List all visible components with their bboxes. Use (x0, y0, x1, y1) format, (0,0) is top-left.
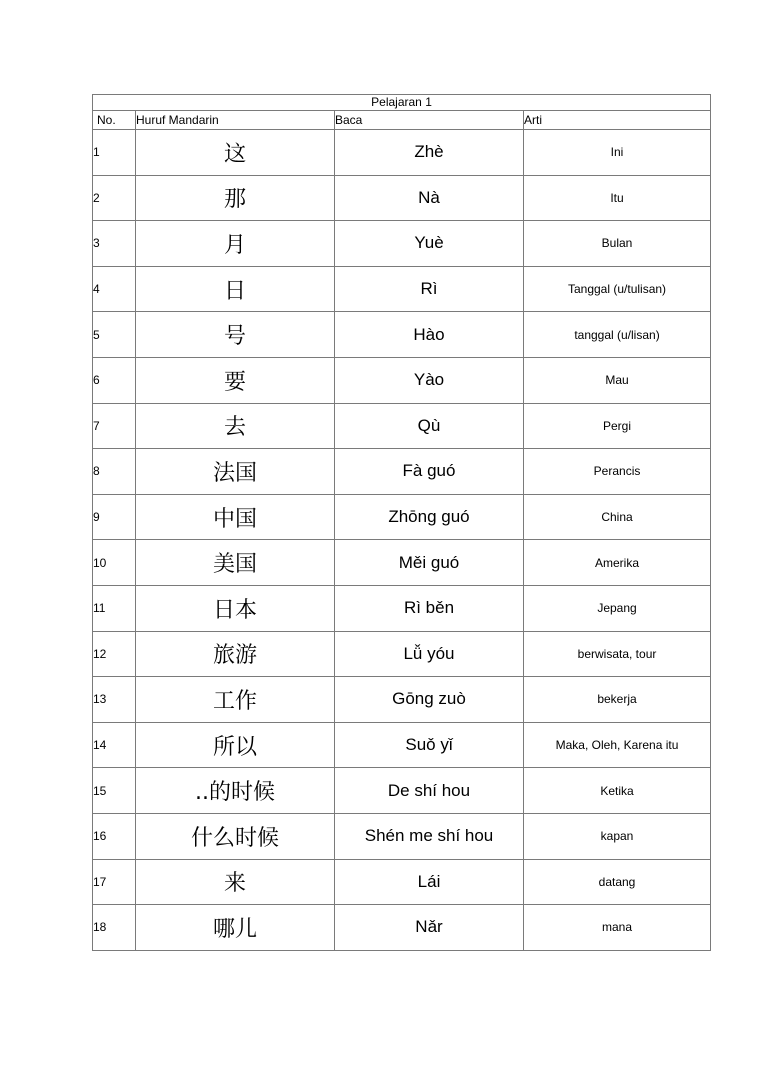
row-number: 7 (93, 403, 136, 449)
pinyin-cell: Suǒ yǐ (335, 722, 524, 768)
row-number: 2 (93, 175, 136, 221)
meaning-cell: Perancis (524, 449, 711, 495)
meaning-cell: berwisata, tour (524, 631, 711, 677)
hanzi-cell: 号 (136, 312, 335, 358)
table-row (93, 859, 711, 905)
row-number: 9 (93, 494, 136, 540)
meaning-cell: Amerika (524, 540, 711, 586)
row-number: 8 (93, 449, 136, 495)
row-number: 10 (93, 540, 136, 586)
pinyin-cell: Yào (335, 357, 524, 403)
row-number: 6 (93, 357, 136, 403)
table-row (93, 677, 711, 723)
hanzi-cell: 哪儿 (136, 905, 335, 951)
table-row (93, 768, 711, 814)
meaning-cell: Ketika (524, 768, 711, 814)
table-header-row (93, 111, 711, 130)
meaning-cell: China (524, 494, 711, 540)
table-row (93, 312, 711, 358)
row-number: 14 (93, 722, 136, 768)
hanzi-cell: ..的时候 (136, 768, 335, 814)
hanzi-cell: 旅游 (136, 631, 335, 677)
lesson-title: Pelajaran 1 (93, 95, 711, 111)
meaning-cell: Jepang (524, 585, 711, 631)
row-number: 11 (93, 585, 136, 631)
table-row (93, 403, 711, 449)
table-title-row (93, 95, 711, 111)
header-meaning: Arti (524, 111, 711, 130)
hanzi-cell: 美国 (136, 540, 335, 586)
meaning-cell: Maka, Oleh, Karena itu (524, 722, 711, 768)
table-row (93, 813, 711, 859)
pinyin-cell: Zhōng guó (335, 494, 524, 540)
meaning-cell: Itu (524, 175, 711, 221)
pinyin-cell: Zhè (335, 130, 524, 176)
hanzi-cell: 去 (136, 403, 335, 449)
hanzi-cell: 这 (136, 130, 335, 176)
row-number: 18 (93, 905, 136, 951)
meaning-cell: tanggal (u/lisan) (524, 312, 711, 358)
pinyin-cell: Fà guó (335, 449, 524, 495)
meaning-cell: datang (524, 859, 711, 905)
header-no: No. (93, 111, 136, 130)
table-row (93, 175, 711, 221)
table-row (93, 905, 711, 951)
table-row (93, 266, 711, 312)
row-number: 17 (93, 859, 136, 905)
table-row (93, 494, 711, 540)
row-number: 1 (93, 130, 136, 176)
pinyin-cell: Shén me shí hou (335, 813, 524, 859)
table-row (93, 631, 711, 677)
table-row (93, 130, 711, 176)
pinyin-cell: Hào (335, 312, 524, 358)
hanzi-cell: 日本 (136, 585, 335, 631)
table-row (93, 722, 711, 768)
vocabulary-table (92, 94, 711, 951)
header-pinyin: Baca (335, 111, 524, 130)
meaning-cell: mana (524, 905, 711, 951)
row-number: 16 (93, 813, 136, 859)
pinyin-cell: Měi guó (335, 540, 524, 586)
meaning-cell: kapan (524, 813, 711, 859)
hanzi-cell: 要 (136, 357, 335, 403)
hanzi-cell: 月 (136, 221, 335, 267)
table-row (93, 449, 711, 495)
pinyin-cell: Rì (335, 266, 524, 312)
pinyin-cell: Yuè (335, 221, 524, 267)
row-number: 5 (93, 312, 136, 358)
hanzi-cell: 日 (136, 266, 335, 312)
meaning-cell: Ini (524, 130, 711, 176)
pinyin-cell: Qù (335, 403, 524, 449)
meaning-cell: Bulan (524, 221, 711, 267)
hanzi-cell: 工作 (136, 677, 335, 723)
row-number: 15 (93, 768, 136, 814)
pinyin-cell: Gōng zuò (335, 677, 524, 723)
meaning-cell: Mau (524, 357, 711, 403)
pinyin-cell: Lǚ yóu (335, 631, 524, 677)
meaning-cell: bekerja (524, 677, 711, 723)
hanzi-cell: 所以 (136, 722, 335, 768)
hanzi-cell: 来 (136, 859, 335, 905)
meaning-cell: Pergi (524, 403, 711, 449)
hanzi-cell: 什么时候 (136, 813, 335, 859)
row-number: 3 (93, 221, 136, 267)
pinyin-cell: Rì běn (335, 585, 524, 631)
table-row (93, 585, 711, 631)
hanzi-cell: 中国 (136, 494, 335, 540)
pinyin-cell: Nǎr (335, 905, 524, 951)
hanzi-cell: 法国 (136, 449, 335, 495)
pinyin-cell: Lái (335, 859, 524, 905)
hanzi-cell: 那 (136, 175, 335, 221)
row-number: 12 (93, 631, 136, 677)
header-hanzi: Huruf Mandarin (136, 111, 335, 130)
row-number: 13 (93, 677, 136, 723)
pinyin-cell: De shí hou (335, 768, 524, 814)
pinyin-cell: Nà (335, 175, 524, 221)
table-row (93, 221, 711, 267)
meaning-cell: Tanggal (u/tulisan) (524, 266, 711, 312)
table-row (93, 540, 711, 586)
row-number: 4 (93, 266, 136, 312)
table-row (93, 357, 711, 403)
